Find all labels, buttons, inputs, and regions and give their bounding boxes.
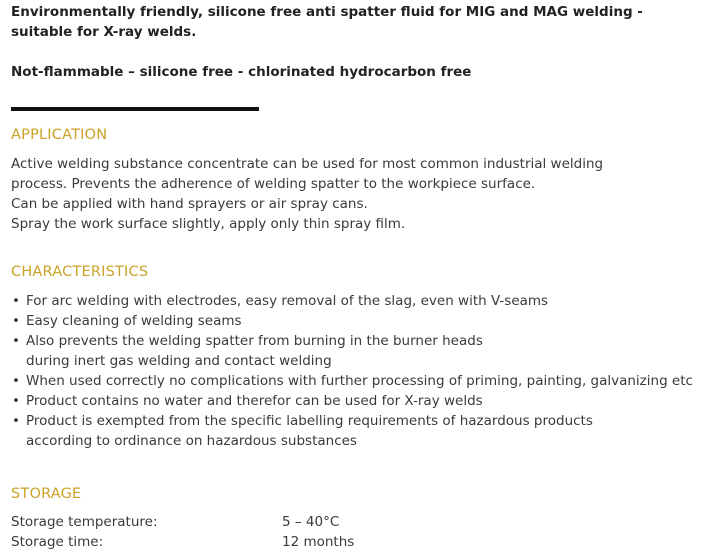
intro-line-1: Environmentally friendly, silicone free anti spatter fluid for MIG and MAG welding -: [11, 4, 643, 20]
list-item: [11, 391, 693, 411]
list-item: [11, 371, 693, 391]
list-item: [11, 311, 693, 331]
storage-heading: STORAGE: [11, 486, 82, 502]
application-line: Spray the work surface slightly, apply only thin spray film.: [11, 216, 406, 232]
list-item: [11, 291, 693, 311]
application-line: Can be applied with hand sprayers or air spray cans.: [11, 196, 368, 212]
list-item-text-continued: according to ordinance on hazardous substances: [26, 433, 357, 449]
application-text: [11, 154, 603, 234]
application-line: process. Prevents the adherence of welding spatter to the workpiece surface.: [11, 176, 536, 192]
product-note: Not-flammable – silicone free - chlorinated hydrocarbon free: [11, 64, 472, 80]
list-item-text-continued: during inert gas welding and contact welding: [26, 353, 332, 369]
list-item: [11, 331, 693, 371]
characteristics-list: [11, 291, 693, 451]
list-item-text: • Also prevents the welding spatter from burning in the burner heads: [26, 333, 483, 349]
characteristics-heading: CHARACTERISTICS: [11, 264, 149, 280]
application-heading: APPLICATION: [11, 127, 108, 143]
list-item-text: • For arc welding with electrodes, easy removal of the slag, even with V-seams: [26, 293, 549, 309]
storage-time-value: 12 months: [282, 534, 355, 550]
list-item-text: • Easy cleaning of welding seams: [26, 313, 242, 329]
list-item-text: • When used correctly no complications with further processing of priming, painting, galvanizing etc: [26, 373, 693, 389]
storage-time-label: Storage time:: [11, 534, 104, 550]
section-divider: [11, 107, 259, 111]
list-item-text: • Product is exempted from the specific labelling requirements of hazardous products: [26, 413, 593, 429]
list-item: [11, 411, 693, 451]
storage-temperature-value: 5 – 40°C: [282, 514, 340, 530]
list-item-text: • Product contains no water and therefor can be used for X-ray welds: [26, 393, 483, 409]
storage-temperature-label: Storage temperature:: [11, 514, 158, 530]
application-line: Active welding substance concentrate can be used for most common industrial welding: [11, 156, 604, 172]
intro-line-2: suitable for X-ray welds.: [11, 24, 197, 40]
product-intro: [11, 2, 701, 42]
